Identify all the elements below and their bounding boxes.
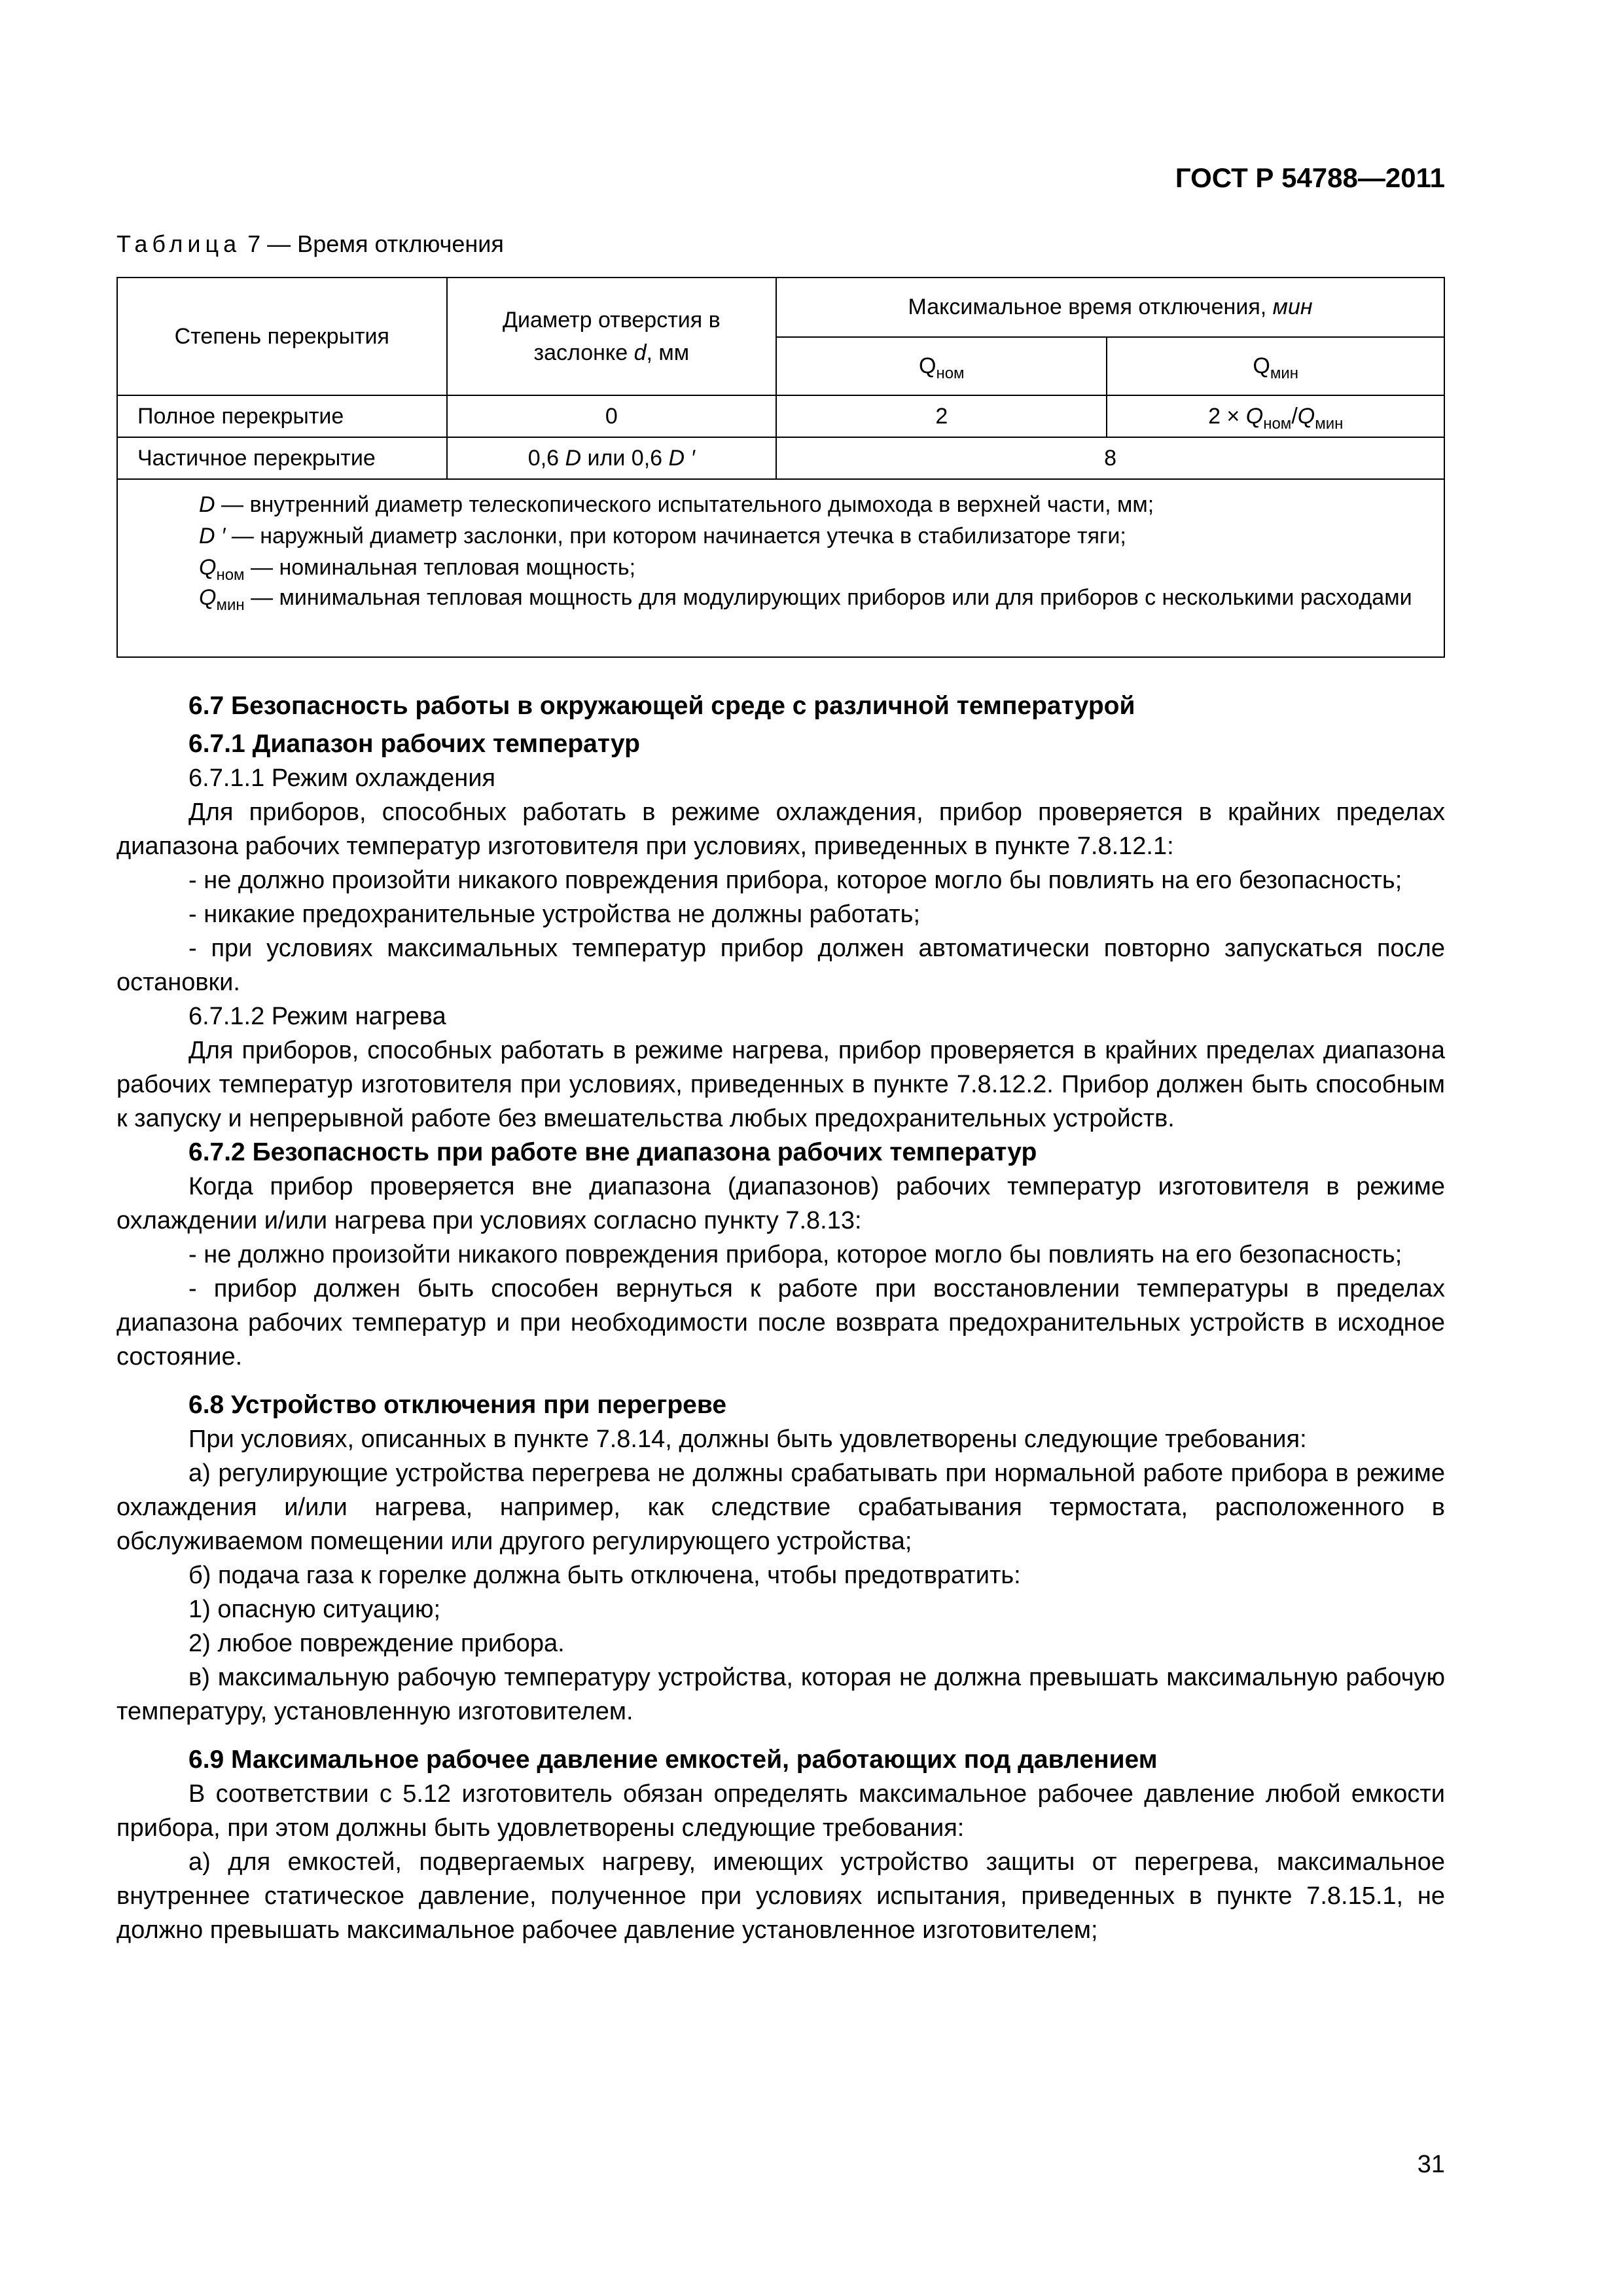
list-item: 2) любое повреждение прибора. <box>188 1630 565 1657</box>
note-d-prime: D ′ — наружный диаметр заслонки, при котором начинается утечка в стабилизаторе тяги; <box>199 524 1126 548</box>
header-hole-diameter: Диаметр отверстия в заслонке d, мм <box>447 278 777 395</box>
section-6-8-title: 6.8 Устройство отключения при перегреве <box>188 1391 727 1419</box>
paragraph: - не должно произойти никакого повреждения прибора, которое могло бы повлиять на его безопасность; <box>188 1241 1402 1268</box>
header-q-nom: $Q_{ном}$ <box>776 337 1107 395</box>
document-id: ГОСТ Р 54788—2011 <box>1175 162 1445 193</box>
note-q-min: $Q_{мин}$ — минимальная тепловая мощность для модулирующих приборов или для приборов с несколькими расходами <box>199 585 1412 614</box>
list-item: в) максимальную рабочую температуру устройства, которая не должна превышать максимальную рабочую температуру, установленную изготовителем. <box>116 1664 1445 1725</box>
shutdown-time-table <box>116 277 1445 658</box>
note-q-nom: $Q_{ном}$ — номинальная тепловая мощность; <box>199 555 636 584</box>
list-item: а) регулирующие устройства перегрева не должны срабатывать при нормальной работе прибора в режиме охлаждения и/или нагрева, например, как следствие срабатывания термостата, расположенного в обслуживаемом помещении или другого регулирующего устройства; <box>116 1460 1445 1555</box>
table-row <box>117 395 1444 437</box>
section-6-7-1-2-title: 6.7.1.2 Режим нагрева <box>188 1003 446 1030</box>
row-partial-overlap-label: Частичное перекрытие <box>117 437 447 479</box>
document-body <box>116 689 1445 1947</box>
list-item: а) для емкостей, подвергаемых нагреву, имеющих устройство защиты от перегрева, максимальное внутреннее статическое давление, полученное при условиях испытания, приведенных в пункте 7.8.15.1, не должно превышать максимальное рабочее давление установленное изготовителем; <box>116 1848 1445 1944</box>
list-item: 1) опасную ситуацию; <box>188 1596 441 1623</box>
table-row <box>117 437 1444 479</box>
list-item: б) подача газа к горелке должна быть отключена, чтобы предотвратить: <box>188 1562 1021 1589</box>
paragraph: Когда прибор проверяется вне диапазона (диапазонов) рабочих температур изготовителя в режиме охлаждении и/или нагрева при условиях согласно пункту 7.8.13: <box>116 1173 1445 1234</box>
header-q-min: $Q_{мин}$ <box>1107 337 1444 395</box>
header-overlap-degree: Степень перекрытия <box>117 278 447 395</box>
table-caption <box>116 230 504 258</box>
row-full-overlap-qmin: $2 \times Q_{ном}/Q_{мин}$ <box>1107 395 1444 437</box>
document-page <box>116 0 1445 2296</box>
note-d: D — внутренний диаметр телескопического испытательного дымохода в верхней части, мм; <box>199 492 1154 517</box>
row-full-overlap-label: Полное перекрытие <box>117 395 447 437</box>
section-6-7-title: 6.7 Безопасность работы в окружающей среде с различной температурой <box>188 692 1135 720</box>
header-max-shutdown-time: Максимальное время отключения, мин <box>776 278 1444 337</box>
row-full-overlap-diameter: 0 <box>447 395 777 437</box>
table-notes <box>117 479 1444 657</box>
section-6-7-1-title: 6.7.1 Диапазон рабочих температур <box>188 730 640 758</box>
paragraph: Для приборов, способных работать в режиме нагрева, прибор проверяется в крайних пределах диапазона рабочих температур изготовителя при условиях, приведенных в пункте 7.8.12.2. Прибор должен быть способным к запуску и непрерывной работе без вмешательства любых предохранительных устройств. <box>116 1037 1445 1132</box>
section-6-9-title: 6.9 Максимальное рабочее давление емкостей, работающих под давлением <box>188 1746 1158 1774</box>
row-partial-overlap-diameter: 0,6 D или 0,6 D ′ <box>447 437 777 479</box>
paragraph: - прибор должен быть способен вернуться к работе при восстановлении температуры в пределах диапазона рабочих температур и при необходимости после возврата предохранительных устройств в исходное состояние. <box>116 1275 1445 1371</box>
row-partial-overlap-time: 8 <box>776 437 1444 479</box>
paragraph: Для приборов, способных работать в режиме охлаждения, прибор проверяется в крайних пределах диапазона рабочих температур изготовителя при условиях, приведенных в пункте 7.8.12.1: <box>116 798 1445 860</box>
paragraph: - никакие предохранительные устройства не должны работать; <box>188 901 921 928</box>
page-number: 31 <box>1417 2151 1445 2178</box>
table-caption-prefix: Таблица <box>116 230 241 257</box>
row-full-overlap-qnom: 2 <box>776 395 1107 437</box>
paragraph: При условиях, описанных в пункте 7.8.14, должны быть удовлетворены следующие требования: <box>188 1426 1307 1453</box>
paragraph: В соответствии с 5.12 изготовитель обязан определять максимальное рабочее давление любой емкости прибора, при этом должны быть удовлетворены следующие требования: <box>116 1780 1445 1842</box>
section-6-7-2-title: 6.7.2 Безопасность при работе вне диапазона рабочих температур <box>188 1138 1037 1166</box>
table-caption-rest: 7 — Время отключения <box>241 230 504 257</box>
section-6-7-1-1-title: 6.7.1.1 Режим охлаждения <box>188 764 496 792</box>
paragraph: - не должно произойти никакого повреждения прибора, которое могло бы повлиять на его безопасность; <box>188 867 1402 894</box>
paragraph: - при условиях максимальных температур прибор должен автоматически повторно запускаться после остановки. <box>116 935 1445 996</box>
